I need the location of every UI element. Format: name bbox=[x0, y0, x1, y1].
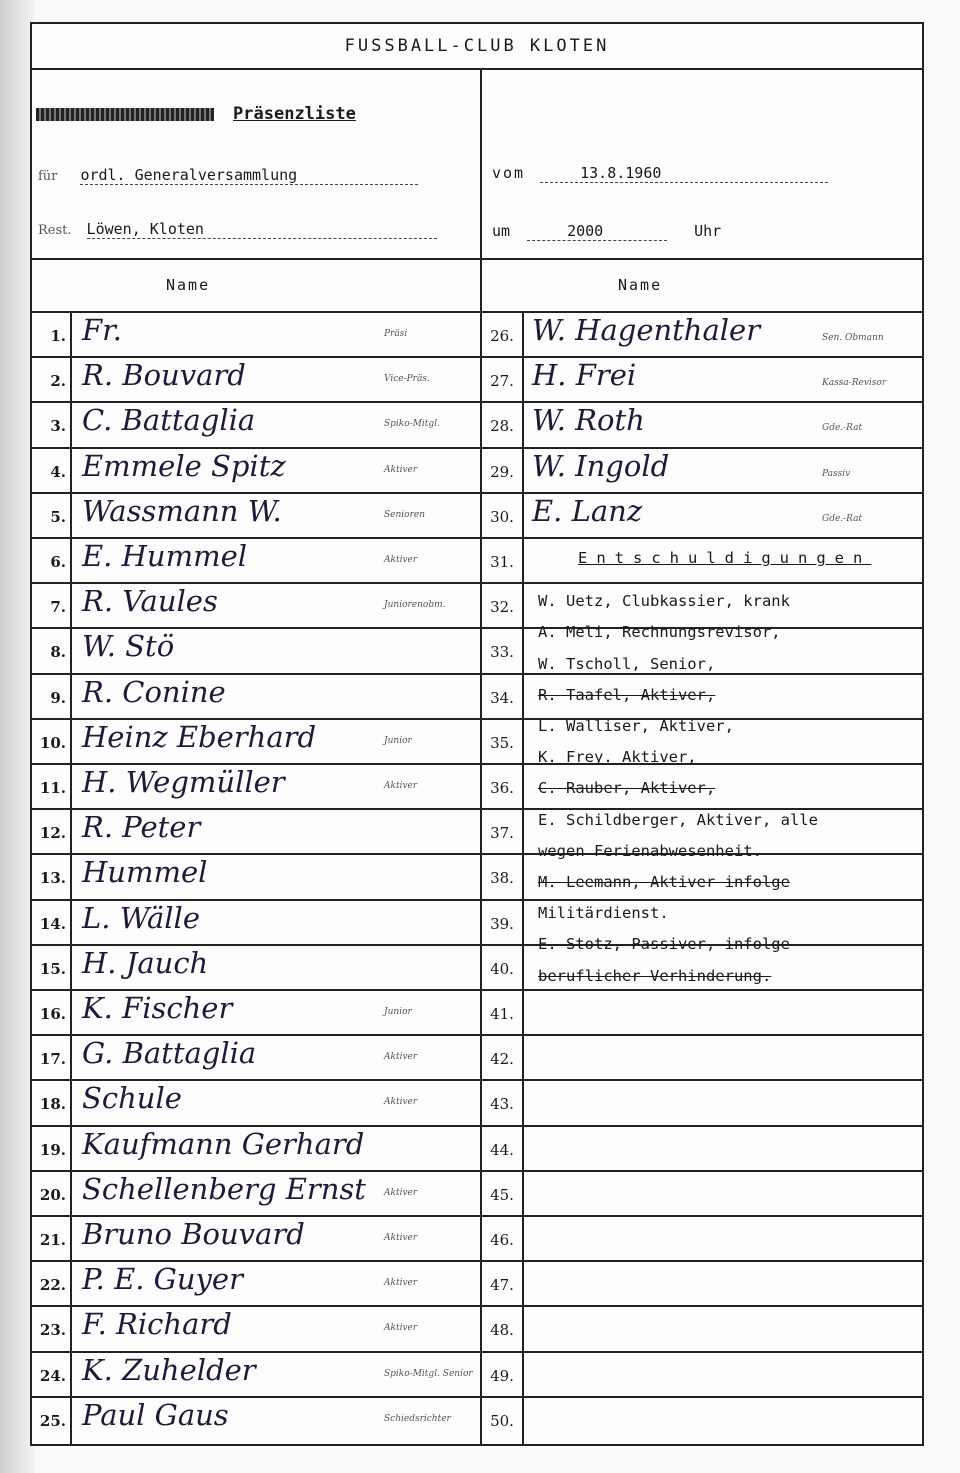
row-number: 1. bbox=[50, 327, 66, 345]
excuse-line: Militärdienst. bbox=[538, 904, 669, 923]
signature: Schule bbox=[82, 1081, 182, 1116]
row-number: 49. bbox=[490, 1366, 514, 1385]
row-number: 29. bbox=[490, 462, 514, 481]
title-row bbox=[36, 104, 356, 124]
excuse-line: M. Leemann, Aktiver infolge bbox=[538, 873, 790, 891]
venue-row bbox=[38, 220, 437, 239]
venue-field bbox=[87, 220, 437, 239]
member-role: Aktiver bbox=[384, 1097, 418, 1108]
signature: Heinz Eberhard bbox=[82, 719, 317, 754]
row-number: 41. bbox=[490, 1005, 514, 1023]
excuse-line: K. Frey. Aktiver, bbox=[538, 748, 697, 767]
row-number: 23. bbox=[39, 1321, 66, 1340]
signature: C. Battaglia bbox=[82, 403, 256, 438]
row-number: 8. bbox=[50, 643, 66, 662]
signature: W. Ingold bbox=[532, 448, 670, 483]
member-role: Aktiver bbox=[384, 1278, 418, 1289]
member-role: Gde.-Rat bbox=[822, 513, 863, 524]
redacted-text bbox=[36, 108, 214, 121]
label-rest: Rest. bbox=[38, 223, 72, 238]
signature: G. Battaglia bbox=[82, 1036, 257, 1071]
excuse-line: W. Tscholl, Senior, bbox=[538, 654, 716, 673]
row-number: 6. bbox=[50, 553, 66, 571]
row-number: 33. bbox=[490, 643, 514, 662]
label-vom: vom bbox=[492, 164, 526, 182]
row-number: 47. bbox=[490, 1276, 514, 1295]
excuses-heading: Entschuldigungen bbox=[578, 549, 872, 567]
member-role: Präsi bbox=[384, 329, 408, 339]
member-role: Schiedsrichter bbox=[384, 1413, 451, 1424]
row-number: 30. bbox=[490, 507, 514, 526]
member-role: Aktiver bbox=[384, 555, 418, 565]
signature: Wassmann W. bbox=[82, 493, 282, 528]
row-number: 42. bbox=[490, 1050, 514, 1069]
signature: H. Jauch bbox=[82, 945, 209, 980]
member-role: Junior bbox=[384, 735, 412, 746]
member-role: Aktiver bbox=[384, 1233, 418, 1243]
row-number: 15. bbox=[39, 959, 66, 978]
signature: R. Bouvard bbox=[82, 358, 246, 393]
meeting-field bbox=[80, 166, 418, 185]
row-number: 27. bbox=[490, 372, 514, 391]
doc-title: Präsenzliste bbox=[233, 104, 356, 124]
member-role: Aktiver bbox=[384, 1187, 418, 1198]
signature: Emmele Spitz bbox=[82, 448, 286, 483]
row-number: 26. bbox=[490, 327, 514, 345]
signature: Kaufmann Gerhard bbox=[82, 1126, 365, 1161]
right-number-divider bbox=[522, 311, 524, 1446]
row-number: 31. bbox=[490, 553, 514, 571]
row-number: 38. bbox=[490, 869, 514, 888]
signature: H. Frei bbox=[532, 358, 637, 393]
row-number: 50. bbox=[490, 1411, 514, 1430]
row-number: 16. bbox=[39, 1005, 66, 1023]
excuse-line: E. Stotz, Passiver, infolge bbox=[538, 935, 790, 954]
left-column-heading: Name bbox=[166, 276, 211, 294]
row-number: 28. bbox=[490, 417, 514, 436]
meeting-row bbox=[38, 166, 418, 185]
row-number: 37. bbox=[490, 824, 514, 843]
date-field bbox=[540, 164, 828, 183]
row-number: 14. bbox=[39, 914, 66, 933]
signature: W. Roth bbox=[532, 403, 645, 438]
row-number: 36. bbox=[490, 779, 514, 797]
signature: L. Wälle bbox=[82, 900, 200, 935]
meeting-value: ordl. Generalversammlung bbox=[80, 166, 298, 184]
row-number: 12. bbox=[39, 824, 66, 843]
signature: E. Hummel bbox=[82, 539, 248, 573]
row-number: 46. bbox=[490, 1231, 514, 1249]
row-number: 40. bbox=[490, 959, 514, 978]
excuse-line: C. Rauber, Aktiver, bbox=[538, 779, 716, 798]
row-number: 34. bbox=[490, 688, 514, 707]
signature: R. Vaules bbox=[82, 584, 218, 619]
row-number: 21. bbox=[39, 1231, 66, 1249]
member-role: Aktiver bbox=[384, 464, 418, 475]
row-number: 32. bbox=[490, 598, 514, 617]
signature: E. Lanz bbox=[532, 493, 643, 528]
row-number: 24. bbox=[39, 1366, 66, 1385]
row-number: 2. bbox=[50, 372, 66, 391]
signature: Hummel bbox=[82, 855, 208, 890]
row-number: 48. bbox=[490, 1321, 514, 1340]
signature: P. E. Guyer bbox=[82, 1262, 243, 1297]
scan-shadow bbox=[0, 0, 34, 1473]
row-number: 25. bbox=[39, 1411, 66, 1430]
row-number: 18. bbox=[39, 1095, 66, 1114]
signature: W. Hagenthaler bbox=[532, 313, 761, 347]
right-column-heading: Name bbox=[618, 276, 663, 294]
row-number: 35. bbox=[490, 733, 514, 752]
member-role: Junior bbox=[384, 1007, 412, 1017]
club-name: FUSSBALL-CLUB KLOTEN bbox=[344, 36, 610, 56]
left-number-divider bbox=[70, 311, 72, 1446]
label-fuer: für bbox=[38, 169, 58, 184]
member-role: Kassa-Revisor bbox=[822, 378, 887, 389]
row-number: 20. bbox=[39, 1185, 66, 1204]
signature: K. Fischer bbox=[82, 991, 233, 1025]
member-role: Aktiver bbox=[384, 1323, 418, 1334]
row-number: 7. bbox=[50, 598, 66, 617]
member-role: Spiko-Mitgl. bbox=[384, 419, 440, 430]
time-row bbox=[492, 222, 721, 241]
signature: W. Stö bbox=[82, 629, 175, 664]
row-number: 43. bbox=[490, 1095, 514, 1114]
row-number: 13. bbox=[39, 869, 66, 888]
signature: K. Zuhelder bbox=[82, 1352, 256, 1387]
row-number: 9. bbox=[50, 688, 66, 707]
row-number: 45. bbox=[490, 1185, 514, 1204]
row-number: 22. bbox=[39, 1276, 66, 1295]
time-field bbox=[527, 222, 667, 241]
member-role: Passiv bbox=[822, 468, 851, 479]
member-role: Gde.-Rat bbox=[822, 423, 863, 434]
signature: Fr. bbox=[82, 313, 123, 347]
row-number: 4. bbox=[50, 462, 66, 481]
excuse-line: L. Walliser, Aktiver, bbox=[538, 717, 734, 735]
attendance-sheet bbox=[30, 22, 924, 1446]
member-role: Sen. Obmann bbox=[822, 333, 884, 343]
member-role: Aktiver bbox=[384, 1052, 418, 1063]
row-number: 39. bbox=[490, 914, 514, 933]
row-number: 44. bbox=[490, 1140, 514, 1159]
excuse-line: R. Taafel, Aktiver, bbox=[538, 685, 716, 704]
row-number: 11. bbox=[39, 779, 66, 797]
member-role: Aktiver bbox=[384, 781, 418, 791]
row-number: 10. bbox=[39, 733, 66, 752]
row-number: 3. bbox=[50, 417, 66, 436]
signature: H. Wegmüller bbox=[82, 765, 285, 799]
signature: Paul Gaus bbox=[82, 1397, 229, 1432]
date-row bbox=[492, 164, 828, 183]
venue-value: Löwen, Kloten bbox=[86, 220, 204, 238]
signature: Bruno Bouvard bbox=[82, 1217, 305, 1251]
row-number: 17. bbox=[39, 1050, 66, 1069]
member-role: Vice-Präs. bbox=[384, 374, 430, 385]
excuse-line: W. Uetz, Clubkassier, krank bbox=[538, 592, 790, 611]
date-value: 13.8.1960 bbox=[580, 164, 662, 182]
label-uhr: Uhr bbox=[694, 222, 722, 240]
excuse-line: wegen Ferienabwesenheit. bbox=[538, 841, 762, 860]
member-role: Senioren bbox=[384, 509, 426, 520]
time-value: 2000 bbox=[567, 222, 604, 240]
row-number: 5. bbox=[50, 507, 66, 526]
signature: R. Conine bbox=[82, 674, 226, 709]
excuse-line: beruflicher Verhinderung. bbox=[538, 966, 772, 985]
signature: Schellenberg Ernst bbox=[82, 1171, 366, 1206]
member-role: Spiko-Mitgl. Senior bbox=[384, 1368, 473, 1379]
row-number: 19. bbox=[39, 1140, 66, 1159]
excuse-line: A. Meli, Rechnungsrevisor, bbox=[538, 623, 781, 642]
label-um: um bbox=[492, 222, 511, 240]
excuse-line: E. Schildberger, Aktiver, alle bbox=[538, 810, 818, 829]
signature: R. Peter bbox=[82, 810, 201, 845]
member-role: Juniorenobm. bbox=[384, 600, 446, 611]
signature: F. Richard bbox=[82, 1307, 232, 1342]
